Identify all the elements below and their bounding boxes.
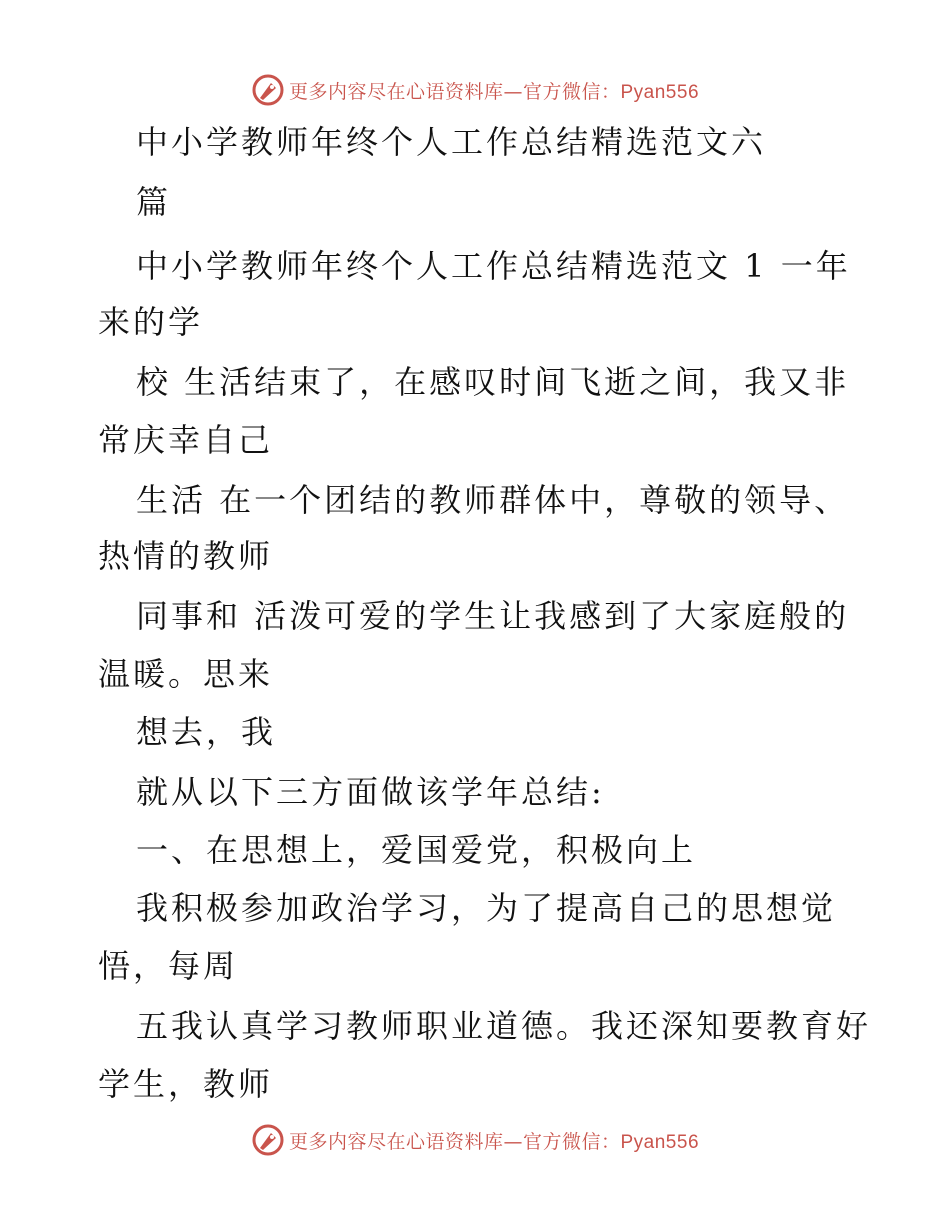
header-watermark xyxy=(0,70,950,110)
doc-paragraph-line: 校 生活结束了，在感叹时间飞逝之间，我又非 xyxy=(136,363,850,401)
doc-paragraph-line: 悟，每周 xyxy=(98,947,239,985)
doc-paragraph-line: 常庆幸自己 xyxy=(98,421,274,459)
watermark-text: 更多内容尽在心语资料库—官方微信：Pyan556 xyxy=(288,80,700,103)
pen-nib-logo-icon xyxy=(251,1123,285,1157)
doc-paragraph-line: 生活 在一个团结的教师群体中，尊敬的领导、 xyxy=(136,481,850,519)
doc-paragraph-line: 温暖。思来 xyxy=(98,655,274,693)
doc-paragraph-line: 五我认真学习教师职业道德。我还深知要教育好 xyxy=(136,1007,872,1045)
doc-title-line-1: 中小学教师年终个人工作总结精选范文六 xyxy=(136,123,767,161)
doc-paragraph-line: 来的学 xyxy=(98,303,204,341)
doc-paragraph-line: 就从以下三方面做该学年总结: xyxy=(136,773,605,811)
watermark-text: 更多内容尽在心语资料库—官方微信：Pyan556 xyxy=(288,1130,700,1153)
doc-section-heading: 一、在思想上，爱国爱党，积极向上 xyxy=(136,831,697,869)
pen-nib-logo-icon xyxy=(251,73,285,107)
doc-paragraph-line: 学生，教师 xyxy=(98,1065,274,1103)
doc-title-line-2: 篇 xyxy=(136,183,172,221)
doc-paragraph-line: 想去，我 xyxy=(136,713,277,751)
doc-paragraph-line: 中小学教师年终个人工作总结精选范文 1 一年 xyxy=(136,247,851,285)
footer-watermark xyxy=(0,1120,950,1160)
doc-paragraph-line: 同事和 活泼可爱的学生让我感到了大家庭般的 xyxy=(136,597,850,635)
doc-paragraph-line: 热情的教师 xyxy=(98,537,274,575)
doc-paragraph-line: 我积极参加政治学习，为了提高自己的思想觉 xyxy=(136,889,837,927)
